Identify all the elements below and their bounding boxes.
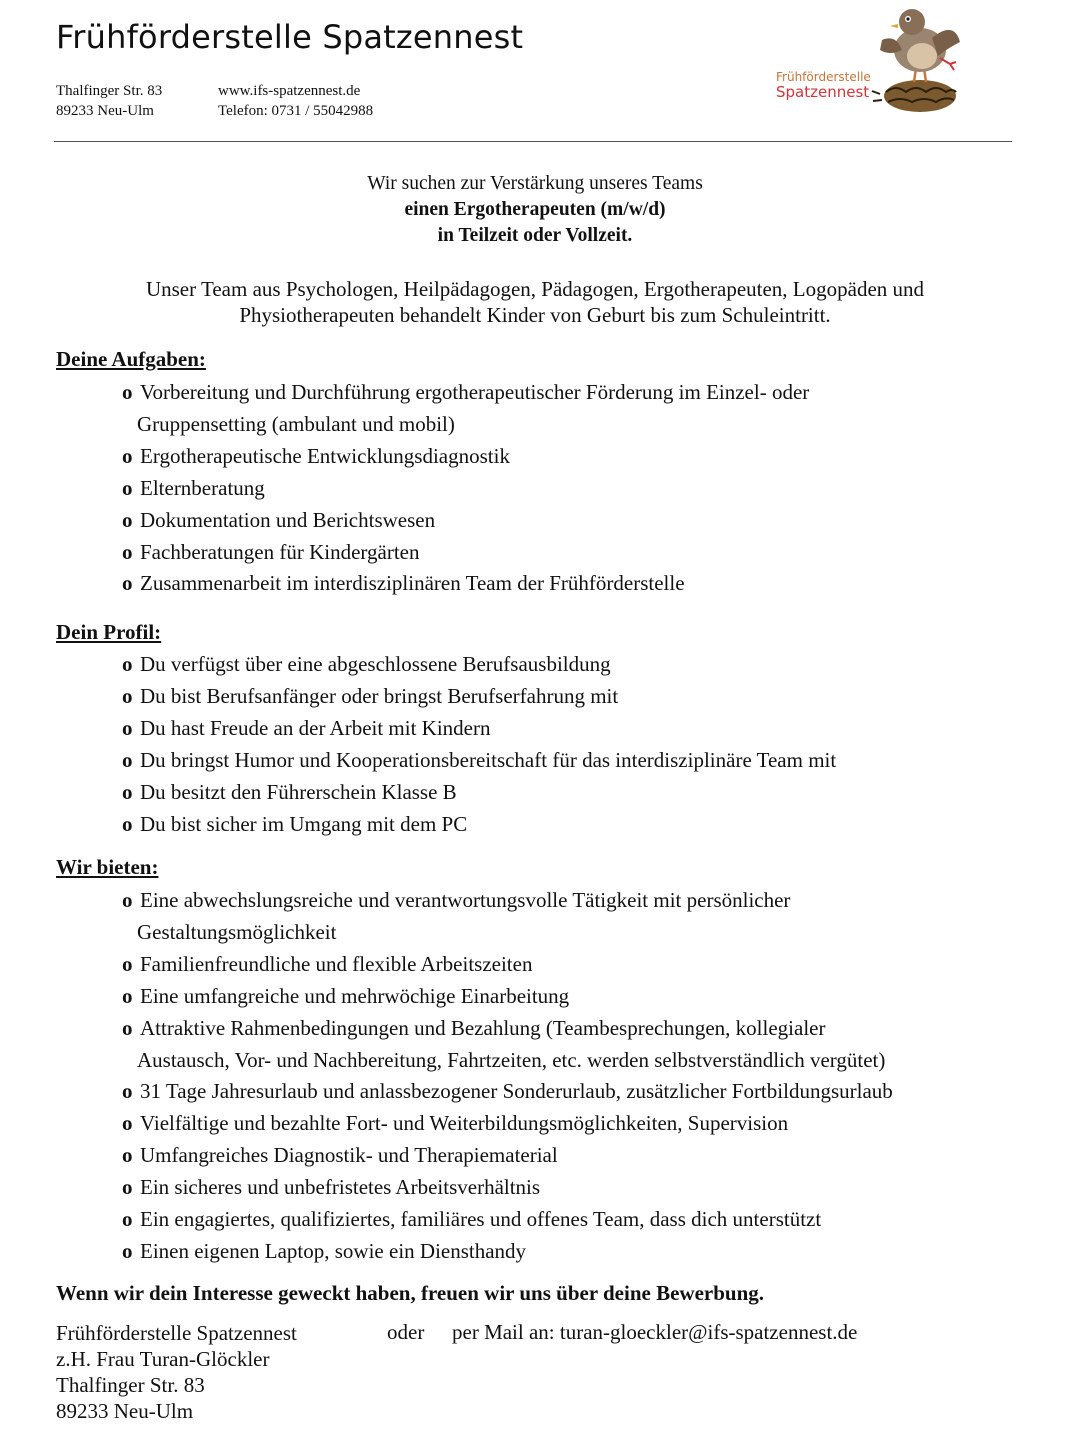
bullet-icon: o: [122, 475, 133, 500]
list-item: [122, 885, 1022, 949]
bullet-icon: o: [122, 1207, 133, 1232]
contact-info: [218, 81, 373, 121]
list-item-text: Dokumentation und Berichtswesen: [140, 507, 436, 532]
call-to-action: Wenn wir dein Interesse geweckt haben, freuen wir uns über deine Bewerbung.: [56, 1281, 765, 1305]
tasks-heading: Deine Aufgaben:: [56, 347, 206, 371]
contact-person: z.H. Frau Turan-Glöckler: [56, 1347, 270, 1371]
list-item-text: Elternberatung: [140, 475, 265, 500]
bullet-icon: o: [122, 652, 133, 676]
phone-number: Telefon: 0731 / 55042988: [218, 103, 374, 119]
or-separator: oder: [387, 1320, 425, 1344]
list-item: [122, 649, 1022, 681]
list-item: [122, 1140, 1022, 1172]
street: Thalfinger Str. 83: [56, 83, 163, 99]
application-address: [56, 1320, 297, 1424]
bullet-icon: o: [122, 1015, 133, 1040]
list-item-text: Vielfältige und bezahlte Fort- und Weiterbildungsmöglichkeiten, Supervision: [140, 1111, 789, 1136]
intro-line: Wir suchen zur Verstärkung unseres Teams: [367, 173, 703, 194]
list-item-text: Ergotherapeutische Entwicklungsdiagnostik: [140, 443, 510, 468]
list-item-text: Zusammenarbeit im interdisziplinären Team der Frühförderstelle: [140, 571, 685, 596]
list-item-continuation: Austausch, Vor- und Nachbereitung, Fahrtzeiten, etc. werden selbstverständlich vergütet): [137, 1047, 886, 1072]
list-item: [122, 981, 1022, 1013]
profile-list: [122, 649, 1022, 840]
list-item-text: Du besitzt den Führerschein Klasse B: [140, 779, 457, 804]
website-link[interactable]: www.ifs-spatzennest.de: [218, 83, 361, 99]
list-item-continuation: Gestaltungsmöglichkeit: [137, 919, 337, 944]
logo-text-line2: Spatzennest: [776, 83, 870, 101]
contact-city: 89233 Neu-Ulm: [56, 1399, 194, 1423]
list-item-continuation: Gruppensetting (ambulant und mobil): [137, 411, 455, 436]
contact-org: Frühförderstelle Spatzennest: [56, 1321, 297, 1345]
list-item-text: Eine abwechslungsreiche und verantwortungsvolle Tätigkeit mit persönlicher: [140, 888, 791, 912]
profile-heading: Dein Profil:: [56, 620, 162, 644]
list-item: [122, 1172, 1022, 1204]
list-item: [122, 1108, 1022, 1140]
contact-street: Thalfinger Str. 83: [56, 1373, 205, 1397]
list-item: [122, 377, 1022, 441]
team-description: [0, 276, 1070, 328]
list-item: [122, 537, 1022, 569]
bullet-icon: o: [122, 811, 133, 836]
bullet-icon: o: [122, 539, 133, 564]
intro-block: [0, 171, 1070, 249]
postal-address: [56, 81, 162, 121]
bullet-icon: o: [122, 507, 133, 532]
logo-text-line1: Frühförderstelle: [776, 70, 871, 84]
list-item-text: 31 Tage Jahresurlaub und anlassbezogener Sonderurlaub, zusätzlicher Fortbildungsurlaub: [140, 1079, 893, 1104]
organization-logo: [772, 2, 962, 120]
list-item-text: Vorbereitung und Durchführung ergotherapeutischer Förderung im Einzel- oder: [140, 380, 810, 404]
list-item: [122, 713, 1022, 745]
list-item-text: Du hast Freude an der Arbeit mit Kindern: [140, 715, 491, 740]
offer-heading: Wir bieten:: [56, 855, 159, 879]
sparrow-nest-icon: [772, 2, 962, 120]
list-item: [122, 1236, 1022, 1268]
list-item-text: Familienfreundliche und flexible Arbeitszeiten: [140, 951, 533, 976]
list-item-text: Umfangreiches Diagnostik- und Therapiematerial: [140, 1143, 558, 1168]
list-item: [122, 777, 1022, 809]
position-title: einen Ergotherapeuten (m/w/d): [404, 199, 666, 220]
list-item-text: Einen eigenen Laptop, sowie ein Diensthandy: [140, 1238, 527, 1263]
list-item-text: Du bist sicher im Umgang mit dem PC: [140, 811, 468, 836]
list-item: [122, 473, 1022, 505]
list-item: [122, 441, 1022, 473]
bullet-icon: o: [122, 888, 133, 912]
tasks-list: [122, 377, 1022, 600]
list-item: [122, 1204, 1022, 1236]
organization-title: Frühförderstelle Spatzennest: [56, 18, 524, 56]
bullet-icon: o: [122, 380, 133, 404]
bullet-icon: o: [122, 1238, 133, 1263]
list-item: [122, 681, 1022, 713]
list-item: [122, 505, 1022, 537]
list-item: [122, 1076, 1022, 1108]
list-item: [122, 568, 1022, 600]
bullet-icon: o: [122, 747, 133, 772]
bullet-icon: o: [122, 571, 133, 596]
list-item: [122, 745, 1022, 777]
header-divider: [54, 141, 1012, 142]
bullet-icon: o: [122, 983, 133, 1008]
bullet-icon: o: [122, 683, 133, 708]
list-item: [122, 809, 1022, 841]
list-item-text: Du bringst Humor und Kooperationsbereitschaft für das interdisziplinäre Team mit: [140, 747, 837, 772]
email-contact[interactable]: per Mail an: turan-gloeckler@ifs-spatzennest.de: [452, 1320, 858, 1344]
list-item-text: Ein sicheres und unbefristetes Arbeitsverhältnis: [140, 1175, 541, 1200]
list-item-text: Du bist Berufsanfänger oder bringst Berufserfahrung mit: [140, 683, 619, 708]
bullet-icon: o: [122, 1175, 133, 1200]
list-item-text: Attraktive Rahmenbedingungen und Bezahlung (Teambesprechungen, kollegialer: [140, 1015, 826, 1040]
list-item-text: Eine umfangreiche und mehrwöchige Einarbeitung: [140, 983, 570, 1008]
bullet-icon: o: [122, 443, 133, 468]
offer-list: [122, 885, 1022, 1268]
team-line: Unser Team aus Psychologen, Heilpädagogen, Pädagogen, Ergotherapeuten, Logopäden und: [145, 277, 925, 301]
bullet-icon: o: [122, 1111, 133, 1136]
bullet-icon: o: [122, 1143, 133, 1168]
bullet-icon: o: [122, 1079, 133, 1104]
list-item: [122, 1013, 1022, 1077]
position-scope: in Teilzeit oder Vollzeit.: [437, 225, 633, 246]
list-item-text: Du verfügst über eine abgeschlossene Berufsausbildung: [140, 652, 611, 676]
list-item-text: Ein engagiertes, qualifiziertes, familiäres und offenes Team, dass dich unterstützt: [140, 1207, 822, 1232]
city: 89233 Neu-Ulm: [56, 103, 154, 119]
team-line: Physiotherapeuten behandelt Kinder von Geburt bis zum Schuleintritt.: [239, 303, 831, 327]
bullet-icon: o: [122, 951, 133, 976]
bullet-icon: o: [122, 779, 133, 804]
list-item: [122, 949, 1022, 981]
list-item-text: Fachberatungen für Kindergärten: [140, 539, 420, 564]
bullet-icon: o: [122, 715, 133, 740]
